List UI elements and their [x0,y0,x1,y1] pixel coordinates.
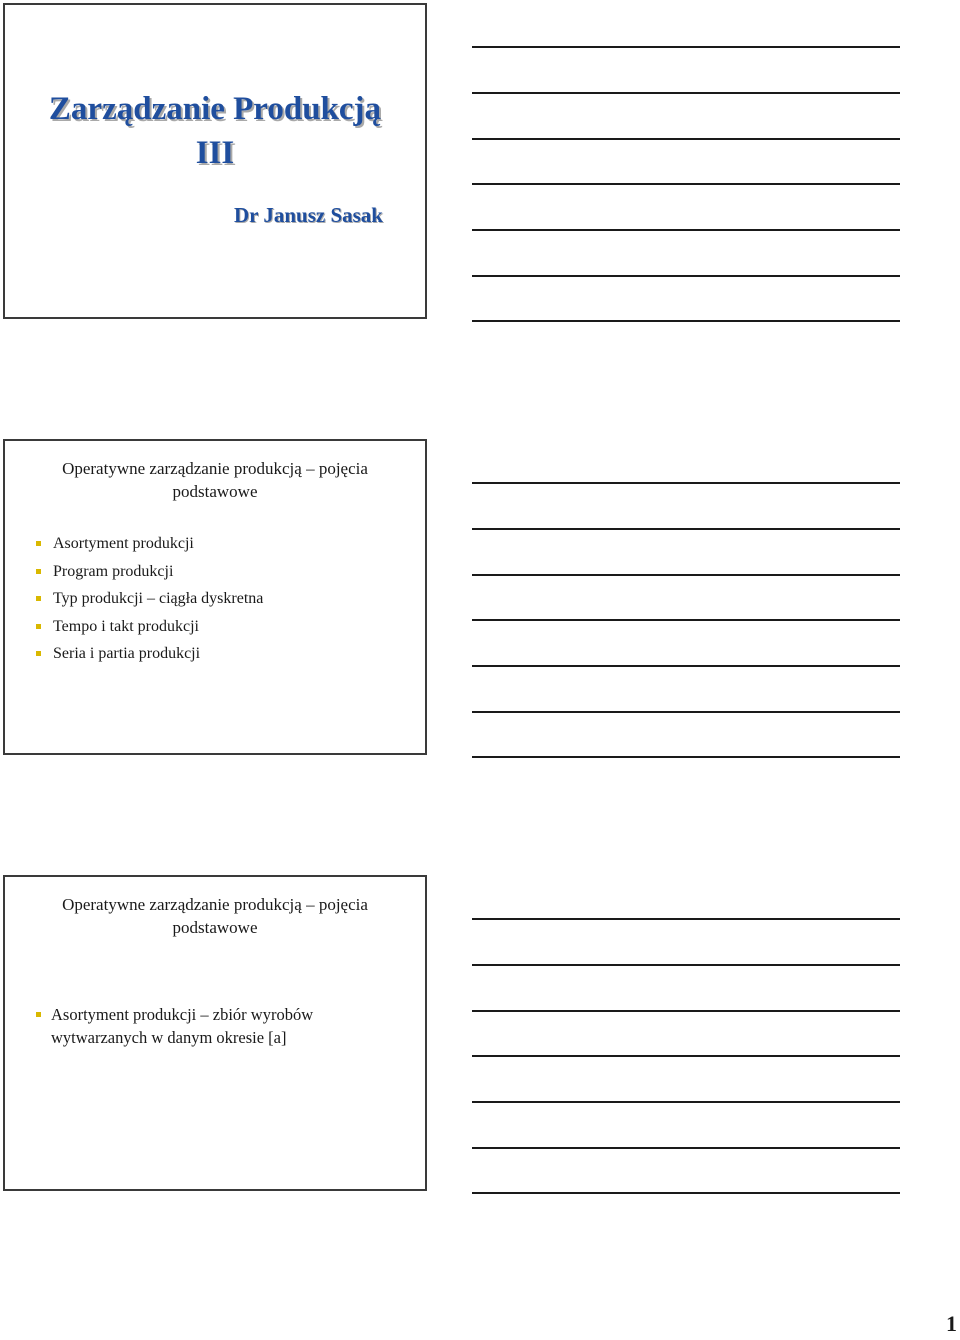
bullet-text: Asortyment produkcji [53,535,194,552]
note-line [472,1147,900,1149]
square-bullet-icon [36,541,41,546]
slide-3-bullet-list [35,1003,313,1049]
note-line [472,138,900,140]
bullet-item [35,585,263,613]
note-line [472,756,900,758]
slide-2-bullet-list [35,530,263,668]
bullet-text-line: wytwarzanych w danym okresie [a] [51,1028,287,1047]
slide-2 [3,439,427,755]
slide-1 [3,3,427,319]
square-bullet-icon [36,651,41,656]
note-line [472,918,900,920]
note-line [472,964,900,966]
note-line [472,275,900,277]
note-line [472,320,900,322]
slide-1-title-line: Zarządzanie Produkcją [48,91,382,127]
bullet-text: Typ produkcji – ciągła dyskretna [53,590,264,608]
page-number: 1 [946,1311,957,1336]
bullet-item [35,558,263,586]
slide-3-title-line: Operatywne zarządzanie produkcją – pojęcia [62,895,368,914]
bullet-item [35,1003,313,1049]
note-line [472,1010,900,1012]
note-line [472,1055,900,1057]
slide-2-title-line: Operatywne zarządzanie produkcją – pojęcia [62,459,368,478]
slide-1-author: Dr Janusz Sasak [234,203,383,227]
note-line [472,665,900,667]
note-line [472,711,900,713]
square-bullet-icon [36,1012,41,1017]
square-bullet-icon [36,596,41,601]
bullet-text: Seria i partia produkcji [53,645,201,663]
slide-2-title-line: podstawowe [172,482,258,501]
bullet-item [35,530,263,558]
bullet-item [35,613,263,641]
slide-2-title [5,457,425,503]
bullet-text-line: Asortyment produkcji – zbiór wyrobów [51,1005,314,1024]
note-line [472,92,900,94]
square-bullet-icon [36,624,41,629]
note-line [472,229,900,231]
note-line [472,183,900,185]
note-line [472,1192,900,1194]
bullet-text: Tempo i takt produkcji [53,617,199,635]
square-bullet-icon [36,569,41,574]
note-line [472,1101,900,1103]
slide-3 [3,875,427,1191]
bullet-item [35,640,263,668]
note-line [472,46,900,48]
slide-3-title-line: podstawowe [172,918,258,937]
bullet-text: Program produkcji [53,562,174,580]
slide-1-title-line: III [195,135,235,171]
slide-1-title [5,87,425,175]
slide-3-title [5,893,425,939]
note-line [472,574,900,576]
note-line [472,619,900,621]
note-line [472,482,900,484]
note-line [472,528,900,530]
